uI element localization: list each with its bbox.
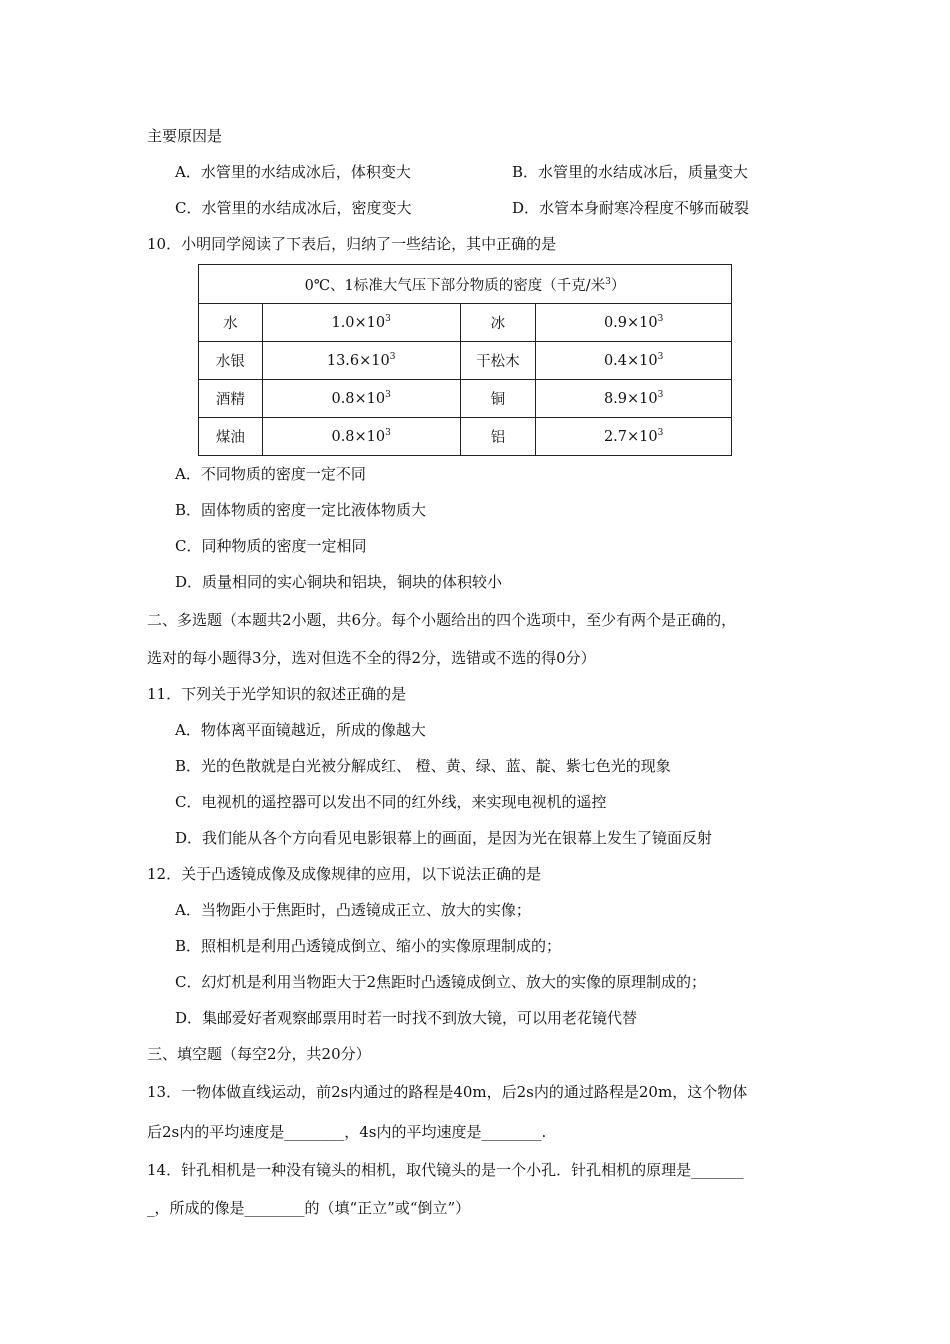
q11-option-c[interactable]: C．电视机的遥控器可以发出不同的红外线，来实现电视机的遥控 (175, 793, 607, 811)
q11-option-b[interactable]: B．光的色散就是白光被分解成红、 橙、黄、绿、蓝、靛、紫七色光的现象 (175, 757, 671, 775)
q10-option-b[interactable]: B．固体物质的密度一定比液体物质大 (175, 501, 427, 519)
substance-name: 铝 (460, 418, 536, 456)
q13-line1: 13．一物体做直线运动，前2s内通过的路程是40m，后2s内的通过路程是20m，这个物体 (147, 1083, 748, 1101)
density-value: $0.8\times 10^3$ (262, 418, 460, 456)
density-value: $8.9\times 10^3$ (536, 380, 732, 418)
q13-line2[interactable]: 后2s内的平均速度是________，4s内的平均速度是________. (147, 1123, 547, 1141)
q12-option-a[interactable]: A．当物距小于焦距时，凸透镜成正立、放大的实像； (175, 901, 531, 919)
table-row (199, 418, 732, 456)
q11-option-d[interactable]: D．我们能从各个方向看见电影银幕上的画面，是因为光在银幕上发生了镜面反射 (175, 829, 713, 847)
q9-stem-tail: 主要原因是 (147, 127, 223, 145)
substance-name: 铜 (460, 380, 536, 418)
q12-option-b[interactable]: B．照相机是利用凸透镜成倒立、缩小的实像原理制成的； (175, 937, 562, 955)
section3-heading: 三、填空题（每空2分，共20分） (147, 1045, 371, 1063)
density-value: $0.4\times 10^3$ (536, 342, 732, 380)
q10-option-a[interactable]: A．不同物质的密度一定不同 (175, 465, 366, 483)
table-row (199, 380, 732, 418)
substance-name: 酒精 (199, 380, 263, 418)
q12-option-d[interactable]: D．集邮爱好者观察邮票用时若一时找不到放大镜，可以用老花镜代替 (175, 1009, 638, 1027)
table-caption: 0℃、1标准大气压下部分物质的密度（千克/米$^3$） (199, 265, 732, 304)
substance-name: 水银 (199, 342, 263, 380)
q9-options-row-1 (175, 162, 749, 182)
q14-line1[interactable]: 14．针孔相机是一种没有镜头的相机，取代镜头的是一个小孔．针孔相机的原理是_______ (147, 1161, 744, 1179)
q10-option-d[interactable]: D．质量相同的实心铜块和铝块，铜块的体积较小 (175, 573, 503, 591)
section2-heading-line2: 选对的每小题得3分，选对但选不全的得2分，选错或不选的得0分） (147, 649, 596, 667)
density-value: $0.8\times 10^3$ (262, 380, 460, 418)
q12-stem: 12．关于凸透镜成像及成像规律的应用，以下说法正确的是 (147, 865, 542, 883)
q11-stem: 11．下列关于光学知识的叙述正确的是 (147, 685, 407, 703)
density-table (198, 264, 732, 456)
q10-stem: 10．小明同学阅读了下表后，归纳了一些结论，其中正确的是 (147, 235, 557, 253)
density-value: $1.0\times 10^3$ (262, 304, 460, 342)
q10-option-c[interactable]: C．同种物质的密度一定相同 (175, 537, 367, 555)
q9-options-row-2 (175, 198, 750, 218)
substance-name: 煤油 (199, 418, 263, 456)
density-value: $2.7\times 10^3$ (536, 418, 732, 456)
q9-option-a[interactable]: A．水管里的水结成冰后，体积变大 (175, 163, 411, 181)
density-value: $0.9\times 10^3$ (536, 304, 732, 342)
q9-option-b[interactable]: B．水管里的水结成冰后，质量变大 (512, 163, 749, 181)
q12-option-c[interactable]: C．幻灯机是利用当物距大于2焦距时凸透镜成倒立、放大的实像的原理制成的； (175, 973, 707, 991)
substance-name: 水 (199, 304, 263, 342)
section2-heading-line1: 二、多选题（本题共2小题，共6分。每个小题给出的四个选项中，至少有两个是正确的， (147, 611, 737, 629)
table-row (199, 342, 732, 380)
table-row (199, 304, 732, 342)
substance-name: 干松木 (460, 342, 536, 380)
q14-line2[interactable]: _，所成的像是________的（填“正立”或“倒立”） (147, 1199, 471, 1217)
q9-option-c[interactable]: C．水管里的水结成冰后，密度变大 (175, 199, 412, 217)
q9-option-d[interactable]: D．水管本身耐寒冷程度不够而破裂 (512, 199, 750, 217)
density-value: $13.6\times 10^3$ (262, 342, 460, 380)
substance-name: 冰 (460, 304, 536, 342)
q11-option-a[interactable]: A．物体离平面镜越近，所成的像越大 (175, 721, 426, 739)
